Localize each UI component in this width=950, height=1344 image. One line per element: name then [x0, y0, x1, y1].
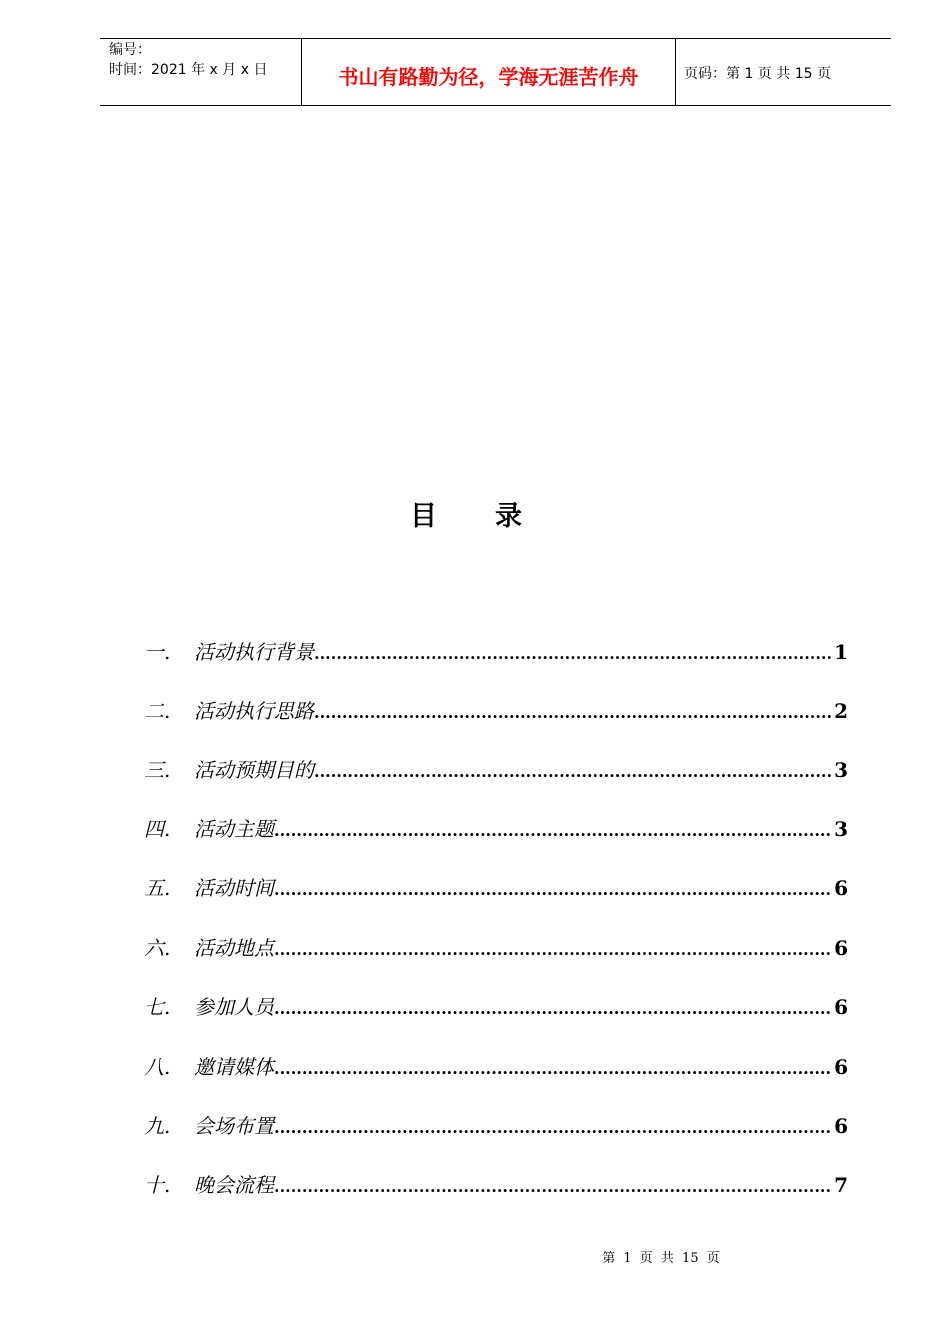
- toc-entry[interactable]: [144, 1169, 848, 1199]
- toc-leader-dots: [274, 821, 832, 840]
- toc-leader-dots: [274, 1177, 832, 1196]
- toc-entry-number: 一.: [144, 640, 171, 664]
- toc-leader-dots: [314, 644, 832, 663]
- header-time-label: 时间：2021 年 x 月 x 日: [109, 62, 268, 78]
- toc-leader-dots: [274, 1118, 832, 1137]
- header-meta: [109, 40, 267, 80]
- toc-entry-page: 6: [834, 876, 848, 900]
- toc-entry-number: 三.: [144, 758, 171, 782]
- toc-entry[interactable]: [144, 695, 848, 725]
- toc-entry[interactable]: [144, 932, 848, 962]
- toc-entry[interactable]: [144, 636, 848, 666]
- toc-entry-number: 四.: [144, 817, 171, 841]
- toc-entry-text: 参加人员: [194, 995, 274, 1019]
- toc-entry-text: 活动执行背景: [194, 640, 314, 664]
- toc-leader-dots: [274, 940, 832, 959]
- toc-entry-page: 1: [834, 640, 848, 664]
- toc-entry[interactable]: [144, 813, 848, 843]
- toc-entry-number: 六.: [144, 936, 171, 960]
- header-bottom-border: [100, 105, 891, 106]
- toc-entry[interactable]: [144, 872, 848, 902]
- toc-entry[interactable]: [144, 754, 848, 784]
- toc-entry-page: 6: [834, 1114, 848, 1138]
- toc-entry[interactable]: [144, 1110, 848, 1140]
- toc-entry-page: 6: [834, 995, 848, 1019]
- header-motto: 书山有路勤为径，学海无涯苦作舟: [338, 65, 639, 89]
- toc-leader-dots: [274, 880, 832, 899]
- toc-entry[interactable]: [144, 1051, 848, 1081]
- toc-entry-text: 活动时间: [194, 876, 274, 900]
- toc-leader-dots: [314, 703, 832, 722]
- toc-entry-number: 十.: [144, 1173, 171, 1197]
- toc-entry-text: 活动主题: [194, 817, 274, 841]
- toc-entry-page: 3: [834, 758, 848, 782]
- toc-leader-dots: [314, 762, 832, 781]
- header-number-label: 编号：: [109, 42, 151, 58]
- toc-entry-number: 二.: [144, 699, 171, 723]
- toc-entry-number: 八.: [144, 1055, 171, 1079]
- toc-title: 目录: [410, 501, 580, 532]
- toc-entry-text: 邀请媒体: [194, 1055, 274, 1079]
- toc-entry-page: 2: [834, 699, 848, 723]
- toc-entry-number: 七.: [144, 995, 171, 1019]
- toc-entry-page: 6: [834, 936, 848, 960]
- toc-leader-dots: [274, 1059, 832, 1078]
- toc-entry-text: 会场布置: [194, 1114, 274, 1138]
- toc-entry[interactable]: [144, 991, 848, 1021]
- toc-entry-number: 五.: [144, 876, 171, 900]
- toc-entry-page: 3: [834, 817, 848, 841]
- header-divider-right: [675, 38, 676, 105]
- toc-entry-number: 九.: [144, 1114, 171, 1138]
- toc-entry-page: 7: [834, 1173, 848, 1197]
- page-footer: 第 1 页 共 15 页: [602, 1251, 720, 1266]
- toc-entry-text: 活动预期目的: [194, 758, 314, 782]
- toc-leader-dots: [274, 999, 832, 1018]
- toc-entry-text: 活动执行思路: [194, 699, 314, 723]
- header-top-border: [100, 38, 891, 39]
- header-page-label: 页码：第 1 页 共 15 页: [684, 66, 831, 82]
- toc-entry-page: 6: [834, 1055, 848, 1079]
- toc-entry-text: 活动地点: [194, 936, 274, 960]
- toc-entry-text: 晚会流程: [194, 1173, 274, 1197]
